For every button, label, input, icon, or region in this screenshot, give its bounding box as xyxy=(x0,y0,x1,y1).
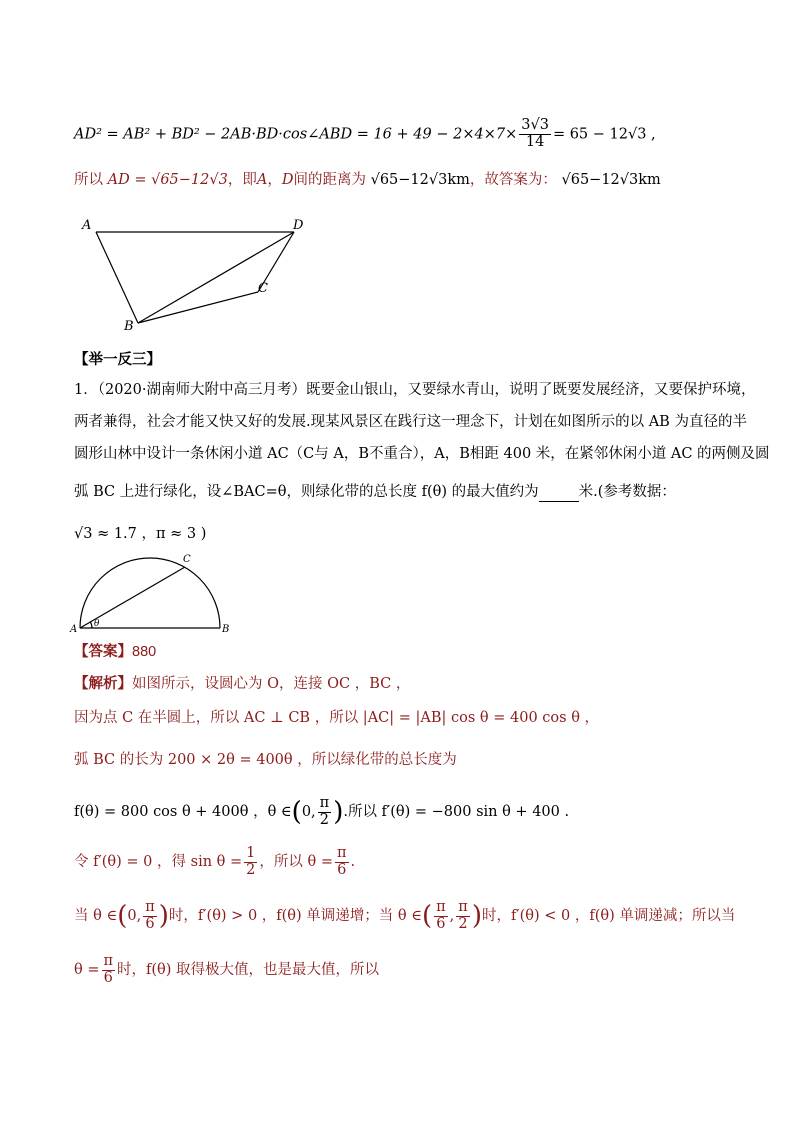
answer-value: 880 xyxy=(132,644,157,660)
equation-ad-result xyxy=(74,170,661,190)
problem-line-4-end: 米.(参考数据： xyxy=(578,484,676,500)
s6-interval-left: 0, xyxy=(127,908,142,924)
s6-text-3: 时，f′(θ) < 0 ，f(θ) 单调递减；所以当 xyxy=(481,908,736,924)
fig2-label-c: C xyxy=(183,554,191,565)
eq2-text-4: ，故答案为： xyxy=(469,172,557,188)
eq2-answer: √65−12√3km xyxy=(561,172,661,188)
semicircle-figure xyxy=(66,548,246,640)
eq2-point-a: A xyxy=(256,172,268,188)
answer-line xyxy=(74,642,156,662)
s6-frac-den-1: 6 xyxy=(145,915,155,932)
s5-frac-den-1: 2 xyxy=(246,861,256,878)
solution-step-1: 如图所示，设圆心为 O，连接 OC ，BC ， xyxy=(132,676,411,692)
s4-interval-left: 0, xyxy=(301,804,316,820)
fig1-label-b: B xyxy=(124,319,134,334)
solution-line-1 xyxy=(74,674,410,694)
s6-text-2: 时，f′(θ) > 0 ，f(θ) 单调递增；当 θ ∈ xyxy=(168,908,422,924)
eq2-text-3: 间的距离为 xyxy=(293,172,366,188)
eq2-point-d: D xyxy=(281,172,294,188)
s6-frac-num-1: π xyxy=(145,898,155,915)
s6-frac-num-3: π xyxy=(458,898,468,915)
problem-line-2: 两者兼得，社会才能又快又好的发展.现某风景区在践行这一理念下，计划在如图所示的以 AB 为直径的半 xyxy=(74,414,747,430)
s4-frac-den: 2 xyxy=(319,811,330,828)
eq2-text-2: ，即 xyxy=(227,172,257,188)
s4-frac-num: π xyxy=(319,794,330,811)
eq1-frac-den: 14 xyxy=(525,133,545,150)
s4-text-2: .所以 f′(θ) = −800 sin θ + 400 . xyxy=(343,804,570,820)
eq1-lhs: AD² = AB² + BD² − 2AB·BD·cos∠ABD = 16 + 49 − 2×4×7× xyxy=(74,126,518,143)
s4-text: f(θ) = 800 cos θ + 400θ ，θ ∈ xyxy=(74,804,292,820)
fig1-label-a: A xyxy=(82,218,92,233)
problem-line-4 xyxy=(74,482,676,502)
fig1-label-c: C xyxy=(258,281,268,296)
eq1-frac-num: 3√3 xyxy=(521,117,549,133)
s6-frac-num-2: π xyxy=(436,898,446,915)
s6-frac-den-3: 2 xyxy=(458,915,468,932)
problem-line-3: 圆形山林中设计一条休闲小道 AC（C与 A，B不重合），A，B相距 400 米，在紧邻休闲小道 AC 的两侧及圆 xyxy=(74,446,770,462)
s5-frac-num-2: π xyxy=(336,844,347,861)
s7-frac-den: 6 xyxy=(103,969,113,986)
s6-frac-den-2: 6 xyxy=(436,915,446,932)
solution-label: 【解析】 xyxy=(74,675,132,692)
eq2-text-1: 所以 xyxy=(74,172,103,188)
equation-ad-squared xyxy=(74,118,656,151)
solution-line-4: f(θ) = 800 cos θ + 400θ ，θ ∈(0, $\frac{\pi}{2}$ ).所以 f′(θ) = −800 sin θ + 400 . xyxy=(74,794,570,828)
answer-blank xyxy=(539,487,579,502)
s7-frac-num: π xyxy=(103,952,114,969)
s5-text-2: ，所以 θ = xyxy=(259,854,333,870)
problem-line-4-text: 弧 BC 上进行绿化，设∠BAC=θ，则绿化带的总长度 f(θ) 的最大值约为 xyxy=(74,484,539,500)
problem-line-5: √3 ≈ 1.7 ，π ≈ 3 ) xyxy=(74,526,207,542)
solution-line-5 xyxy=(74,842,355,882)
answer-label: 【答案】 xyxy=(74,643,132,660)
quadrilateral-figure xyxy=(74,212,324,337)
s5-text: 令 f′(θ) = 0 ，得 sin θ = xyxy=(74,854,243,870)
eq1-rhs: = 65 − 12√3 , xyxy=(552,126,656,143)
eq2-distance: √65−12√3km xyxy=(370,172,470,188)
fig1-label-d: D xyxy=(293,218,304,233)
s5-frac-num-1: 1 xyxy=(246,844,256,861)
problem-line-1: 1．（2020·湖南师大附中高三月考）既要金山银山，又要绿水青山，说明了既要发展经济，又要保护环境， xyxy=(74,382,756,398)
solution-line-2: 因为点 C 在半圆上，所以 AC ⊥ CB ，所以 |AC| = |AB| cos θ = 400 cos θ ， xyxy=(74,710,600,726)
solution-line-6: 当 θ ∈(0, $\frac{\pi}{6}$ )时，f′(θ) > 0 ，f(θ) 单调递增；当 θ ∈( $\frac{\pi}{6}$ , $\frac{\pi}{2}$ )时，f′(θ) < 0 ，f(θ) 单调递减；所以当 xyxy=(74,898,736,932)
s5-text-3: . xyxy=(350,854,356,870)
section-heading: 【举一反三】 xyxy=(74,351,161,368)
s7-text-2: 时，f(θ) 取得极大值，也是最大值，所以 xyxy=(117,962,380,978)
eq1-fraction xyxy=(519,118,551,151)
s6-text: 当 θ ∈ xyxy=(74,908,118,924)
fig2-label-b: B xyxy=(222,624,230,635)
fig2-label-theta: θ xyxy=(94,619,100,629)
solution-line-7 xyxy=(74,950,379,990)
fig2-label-a: A xyxy=(70,624,78,635)
eq2-ad-value: AD = √65−12√3 xyxy=(107,172,228,188)
solution-line-3: 弧 BC 的长为 200 × 2θ = 400θ ，所以绿化带的总长度为 xyxy=(74,752,457,768)
s5-frac-den-2: 6 xyxy=(337,861,347,878)
eq2-comma: ， xyxy=(267,172,282,188)
s7-text: θ = xyxy=(74,962,100,978)
